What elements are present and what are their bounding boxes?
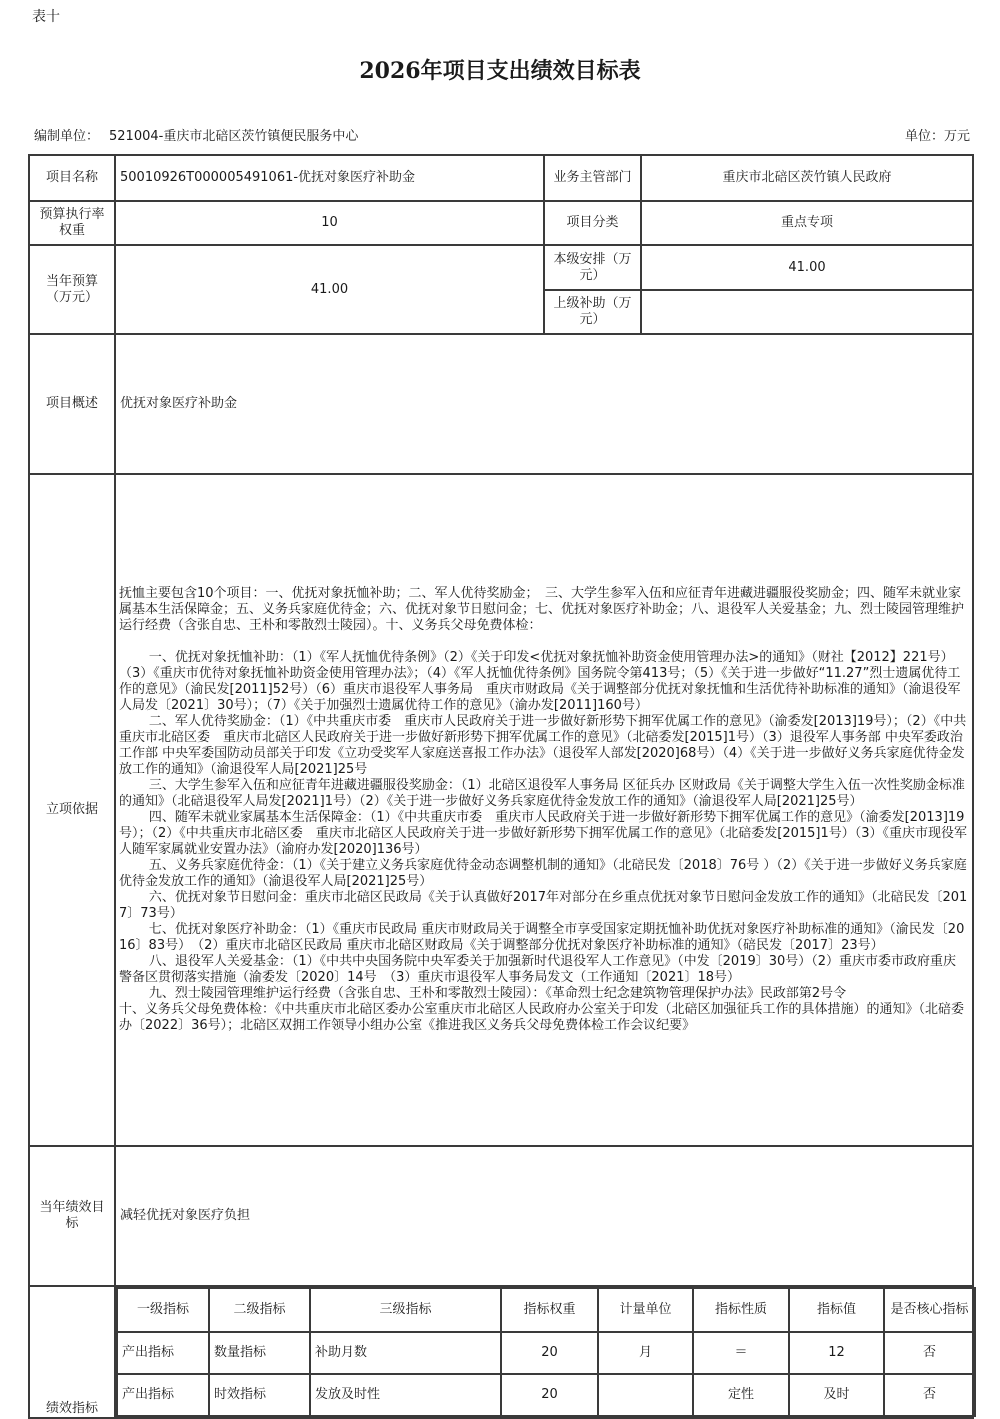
indicators-label [29, 1286, 115, 1418]
category-label: 项目分类 [544, 201, 641, 245]
table-row [117, 1332, 975, 1374]
cell-level3: 发放及时性 [310, 1374, 501, 1416]
header-weight: 指标权重 [501, 1288, 598, 1332]
table-number: 表十 [32, 9, 60, 25]
project-name-value: 50010926T000005491061-优抚对象医疗补助金 [115, 155, 544, 201]
cell-unit: 月 [598, 1332, 693, 1374]
goal-label: 当年绩效目标 [29, 1146, 115, 1286]
cell-level1: 产出指标 [117, 1374, 209, 1416]
cell-core: 否 [884, 1332, 975, 1374]
weight-value: 10 [115, 201, 544, 245]
basis-item: 七、优抚对象医疗补助金：（1）《重庆市民政局 重庆市财政局关于调整全市享受国家定期抚恤补助优抚对象医疗补助标准的通知》（渝民发〔2016〕83号） （2）重庆市北碚区民政局 重庆市北碚区财政局《关于调整部分优抚对象医疗补助标准的通知》（碚民发〔2017〕23号） [119, 922, 965, 953]
category-value: 重点专项 [641, 201, 973, 245]
header-unit: 计量单位 [598, 1288, 693, 1332]
header-value: 指标值 [789, 1288, 884, 1332]
overview-value: 优抚对象医疗补助金 [115, 334, 973, 474]
cell-value: 及时 [789, 1374, 884, 1416]
cell-weight: 20 [501, 1332, 598, 1374]
basis-item: 三、大学生参军入伍和应征青年进藏进疆服役奖励金：（1）北碚区退役军人事务局 区征兵办 区财政局《关于调整大学生入伍一次性奖励金标准的通知》（北碚退役军人局发[2021]1号）（2）《关于进一步做好义务兵家庭优待金发放工作的通知》（渝退役军人局[2021]25号） [119, 778, 965, 809]
overview-label: 项目概述 [29, 334, 115, 474]
row-goal [29, 1146, 973, 1286]
row-weight [29, 201, 973, 245]
dept-label: 业务主管部门 [544, 155, 641, 201]
basis-item: 九、烈士陵园管理维护运行经费（含张自忠、王朴和零散烈士陵园）：《革命烈士纪念建筑物管理保护办法》民政部第2号令 [148, 986, 847, 1001]
cell-level2: 时效指标 [209, 1374, 310, 1416]
basis-item: 二、军人优待奖励金：（1）《中共重庆市委 重庆市人民政府关于进一步做好新形势下拥军优属工作的意见》（渝委发[2013]19号）；（2）《中共重庆市北碚区委 重庆市北碚区人民政府关于进一步做好新形势下拥军优属工作的意见》（北碚委发[2015]1号）（3）退役军人事务部 中央军委政治工作部 中央军委国防动员部关于印发《立功受奖军人家庭送喜报工作办法》（退役军人部发[2020]68号）（4）《关于进一步做好义务兵家庭优待金发放工作的通知》（渝退役军人局[2021]25号 [119, 714, 967, 777]
local-value: 41.00 [641, 245, 973, 290]
budget-value: 41.00 [115, 245, 544, 334]
upper-value [641, 290, 973, 334]
performance-target-table [28, 154, 974, 1419]
indicators-cell [115, 1286, 973, 1418]
basis-item: 四、随军未就业家属基本生活保障金：（1）《中共重庆市委 重庆市人民政府关于进一步做好新形势下拥军优属工作的意见》（渝委发[2013]19号）；（2）《中共重庆市北碚区委 重庆市北碚区人民政府关于进一步做好新形势下拥军优属工作的意见》（北碚委发[2015]1号）（3）《重庆市现役军人随军家属就业安置办法》（渝府办发[2020]136号） [119, 810, 968, 857]
project-name-label: 项目名称 [29, 155, 115, 201]
row-indicators [29, 1286, 973, 1418]
basis-item: 六、优抚对象节日慰问金：重庆市北碚区民政局《关于认真做好2017年对部分在乡重点优抚对象节日慰问金发放工作的通知》（北碚民发〔2017〕73号） [119, 890, 968, 921]
indicators-label-text: 绩效指标 [45, 1401, 98, 1416]
row-project-name [29, 155, 973, 201]
cell-core: 否 [884, 1374, 975, 1416]
basis-item-last: 十、义务兵父母免费体检：《中共重庆市北碚区委办公室重庆市北碚区人民政府办公室关于印发（北碚区加强征兵工作的具体措施）的通知》（北碚委办〔2022〕36号）；北碚区双拥工作领导小组办公室《推进我区义务兵父母免费体检工作会议纪要》 [119, 1002, 965, 1033]
page-title: 2026年项目支出绩效目标表 [359, 58, 641, 84]
org-line [34, 125, 358, 144]
cell-level3: 补助月数 [310, 1332, 501, 1374]
row-budget-local [29, 245, 973, 290]
basis-intro: 抚恤主要包含10个项目：一、优抚对象抚恤补助；二、军人优待奖励金； 三、大学生参军入伍和应征青年进藏进疆服役奖励金；四、随军未就业家属基本生活保障金；五、义务兵家庭优待金；六、优抚对象节日慰问金；七、优抚对象医疗补助金；八、退役军人关爱基金；九、烈士陵园管理维护运行经费（含张自忠、王朴和零散烈士陵园）。十、义务兵父母免费体检： [119, 586, 965, 633]
basis-label: 立项依据 [29, 474, 115, 1146]
weight-label: 预算执行率权重 [29, 201, 115, 245]
basis-content [115, 474, 973, 1146]
header-level3: 三级指标 [310, 1288, 501, 1332]
header-level2: 二级指标 [209, 1288, 310, 1332]
unit-label: 单位：万元 [904, 129, 970, 144]
row-overview [29, 334, 973, 474]
dept-value: 重庆市北碚区茨竹镇人民政府 [641, 155, 973, 201]
cell-unit [598, 1374, 693, 1416]
cell-level1: 产出指标 [117, 1332, 209, 1374]
local-label: 本级安排（万元） [544, 245, 641, 290]
row-basis [29, 474, 973, 1146]
goal-value: 减轻优抚对象医疗负担 [115, 1146, 973, 1286]
budget-label: 当年预算（万元） [29, 245, 115, 334]
header-level1: 一级指标 [117, 1288, 209, 1332]
header-nature: 指标性质 [693, 1288, 789, 1332]
basis-item: 八、退役军人关爱基金：（1）《中共中央国务院中央军委关于加强新时代退役军人工作意见》（中发〔2019〕30号）（2）重庆市委市政府重庆警备区贯彻落实措施（渝委发〔2020〕14号 （3）重庆市退役军人事务局发文（工作通知〔2021〕18号） [119, 954, 957, 985]
cell-nature: 定性 [693, 1374, 789, 1416]
header-core: 是否核心指标 [884, 1288, 975, 1332]
cell-nature: ＝ [693, 1332, 789, 1374]
indicators-header-row [117, 1288, 975, 1332]
indicators-table [116, 1287, 976, 1417]
table-row [117, 1374, 975, 1416]
basis-item: 一、优抚对象抚恤补助：（1）《军人抚恤优待条例》（2）《关于印发<优抚对象抚恤补助资金使用管理办法>的通知》（财社【2012】221号）（3）《重庆市优待对象抚恤补助资金使用管理办法》；（4）《军人抚恤优待条例》国务院令第413号；（5）《关于进一步做好“11.27”烈士遗属优待工作的意见》（渝民发[2011]52号）（6）重庆市退役军人事务局 重庆市财政局《关于调整部分优抚对象抚恤和生活优待补助标准的通知》（渝退役军人局发〔2021〕30号）；（7）《关于加强烈士遗属优待工作的意见》（渝办发[2011]160号） [119, 650, 961, 713]
org-label: 编制单位： [34, 129, 100, 144]
cell-value: 12 [789, 1332, 884, 1374]
org-value: 521004-重庆市北碚区茨竹镇便民服务中心 [109, 129, 359, 144]
basis-item: 五、义务兵家庭优待金：（1）《关于建立义务兵家庭优待金动态调整机制的通知》（北碚民发〔2018〕76号 ）（2）《关于进一步做好义务兵家庭优待金发放工作的通知》（渝退役军人局[2021]25号） [119, 858, 967, 889]
upper-label: 上级补助（万元） [544, 290, 641, 334]
cell-level2: 数量指标 [209, 1332, 310, 1374]
cell-weight: 20 [501, 1374, 598, 1416]
